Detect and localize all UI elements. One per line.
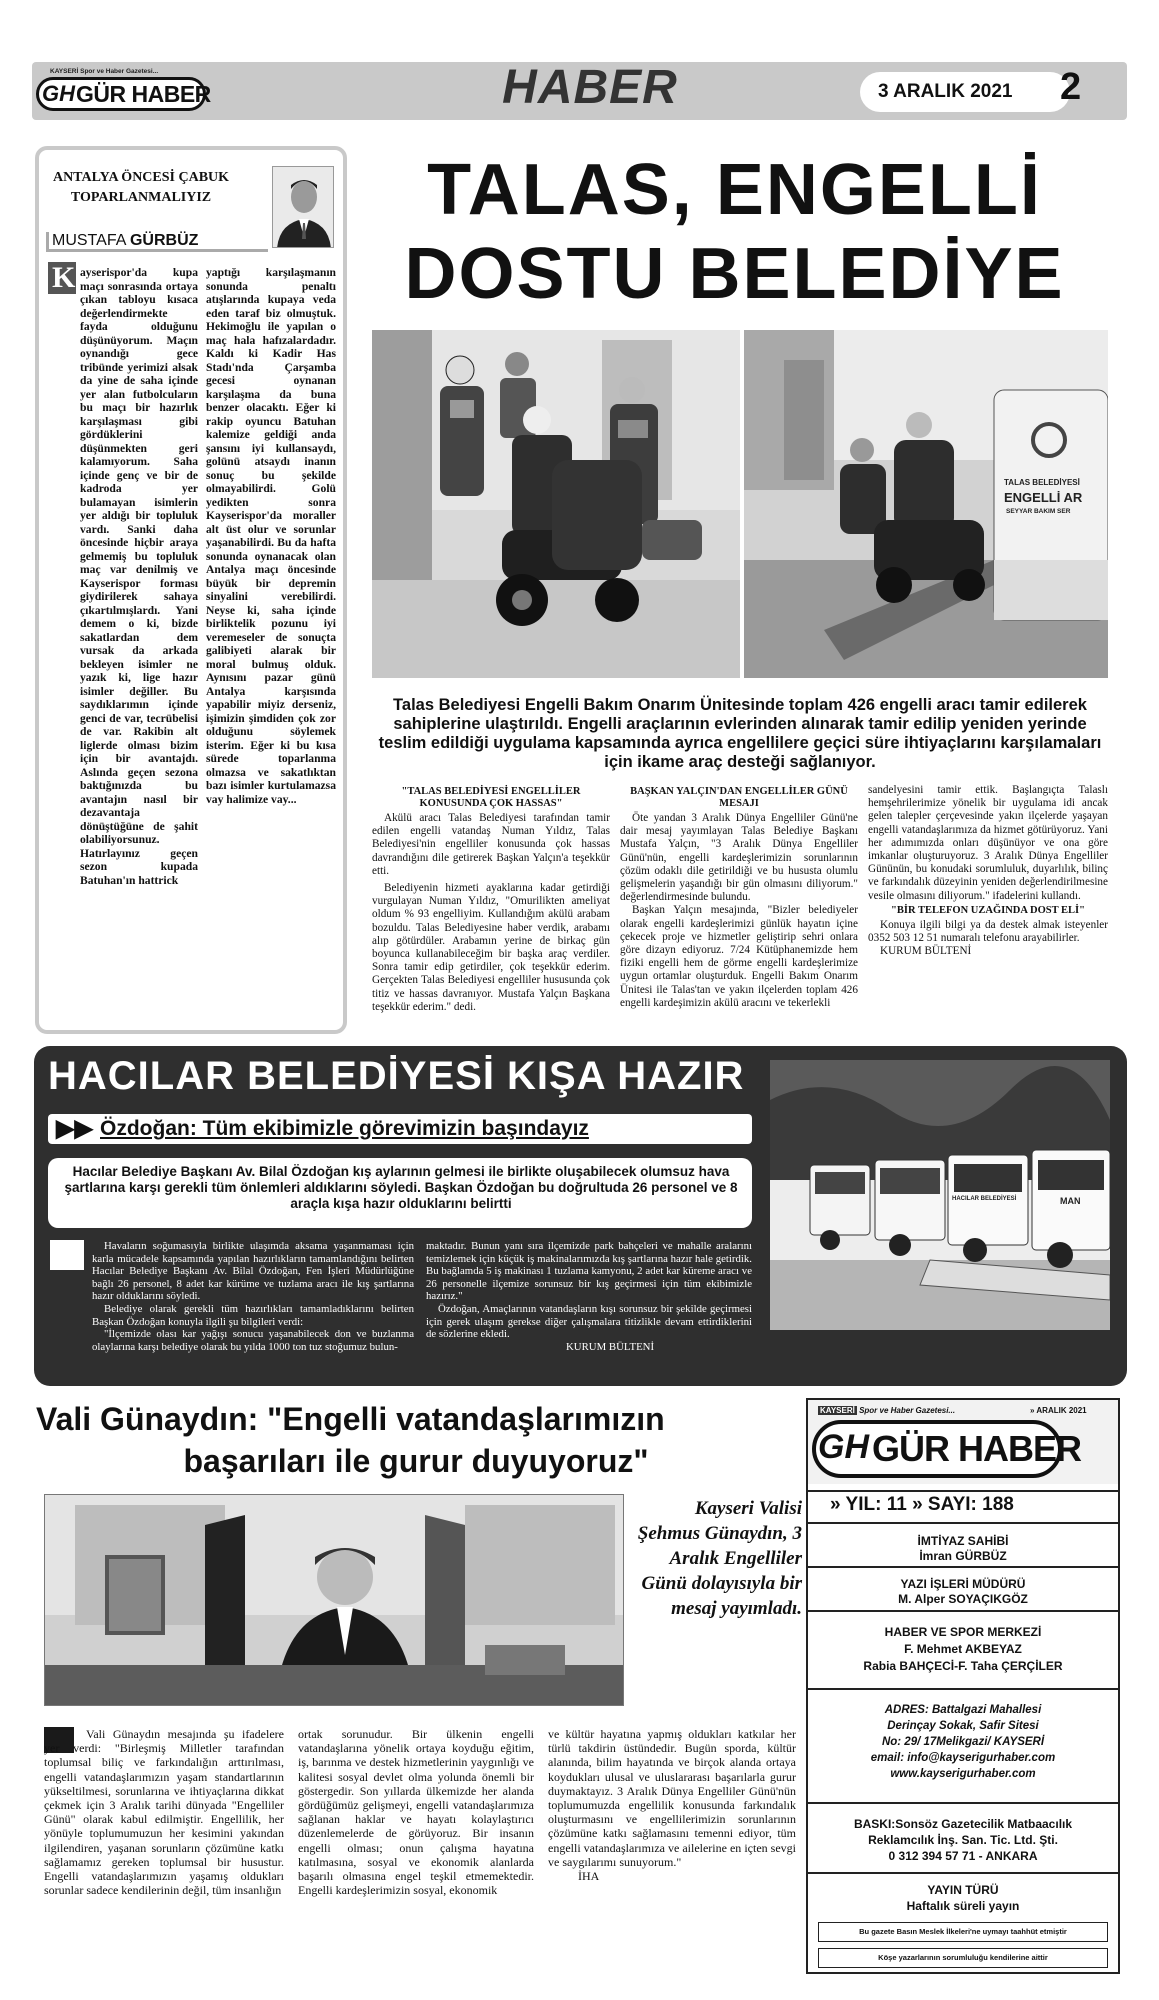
author-photo — [272, 166, 334, 248]
governor-office-photo-icon — [45, 1495, 624, 1706]
issue-date: 3 ARALIK 2021 — [878, 81, 1013, 102]
column-text-1: ayserispor'da kupa maçı sonrasında ortaya çıkan tabloyu kısaca değerlendirmekte fayda olduğunu düşünüyorum. Maçın oynandığı gece tribünde yerimizi alsak da yine de saha içinde yer alan futbolcuların bu maçı bir hazırlık karşılaşması gibi gördüklerini düşünmekten geri kalamıyorum. Saha içinde genç ve bir de kadroda yer bulamayan isimlerin yer aldığı bir topluluk vardı. Sanki daha öncesinde hiçbir araya gelmemiş bu topluluk maç var denilmiş ve Kayserispor forması giydirilerek sahaya çıkartılmışlardı. Yani demem o ki, bizde sakatlardan dem vursak da arkada bekleyen isimler ne yazık ki, lige hazır isimler değiller. Bu saydıklarımın içinde genci de var, tecrübelisi de var. Rakibin alt liglerde olması bizim için bir avantajdı. Aslında geçen sezona baktığınızda bu avantajın nasıl bir dezavantaja dönüştüğüne de şahit olabiliyorsunuz. Hatırlayınız geçen sezon kupada Batuhan'ın hattrick — [80, 266, 198, 887]
talas-lead: Talas Belediyesi Engelli Bakım Onarım Ünitesinde toplam 426 engelli aracı tamir edilerek sahiplerine ulaştırıldı. Engelli araçlarının evlerinden alınarak tamir edilip yeniden yerinde teslim edildiği uygulama kapsamında ayrıca engellilere geçici süre ihtiyaçlarını karşılamaları için ikame araç desteği sağlanıyor. — [378, 696, 1102, 771]
talas-c1-p1: Akülü aracı Talas Belediyesi tarafından tamir edilen engelli vatandaş Numan Yıldız, Talas Belediyesi'nin engelliler konusunda çok hassas davrandığını dile getirerek Başkan Yalçın'a teşekkür etti. — [372, 812, 610, 877]
vali-c3: ve kültür hayatına yapmış oldukları katkılar her türlü takdirin üstündedir. Bugün sporda, kültür alanında, bilim hayatında ve birçok alanda ortaya koydukları ulusal ve uluslararası başarılarla gurur duymaktayız. 3 Aralık Dünya Engelliler Günü'nün toplumumuzda engellilik konusunda farkındalık oluşturmasını ve engellilerimizin sorunlarının çözümüne katkı sağlamasını temenni ediyor, tüm engelli vatandaşlarımıza ve ailelerine en içten sevgi ve saygılarımı sunuyorum." — [548, 1727, 796, 1869]
talas-c3-p2: Konuya ilgili bilgi ya da destek almak isteyenler 0352 503 12 51 numaralı telefonu arayabilirler. — [868, 918, 1108, 945]
talas-col-2 — [620, 784, 858, 1010]
hacilar-c2-sig: KURUM BÜLTENİ — [566, 1340, 655, 1353]
type-value: Haftalık süreli yayın — [906, 1899, 1020, 1913]
addr-3: No: 29/ 17Melikgazi/ KAYSERİ — [881, 1736, 1045, 1748]
print-1: BASKI:Sonsöz Gazetecilik Matbaacılık — [853, 1817, 1073, 1831]
logo-tagline: KAYSERİ Spor ve Haber Gazetesi... — [50, 68, 159, 75]
drop-cap: K — [52, 261, 76, 294]
imprint-kayseri — [818, 1406, 955, 1415]
author-first: MUSTAFA — [52, 232, 126, 249]
type-title: YAYIN TÜRÜ — [927, 1883, 999, 1897]
vali-c2: ortak sorunudur. Bir ülkenin engelli vatandaşlarına yönelik ortaya koyduğu eğitim, iş, barınma ve destek hizmetlerinin yaygınlığı ve kalitesi sosyal devlet olma yolunda önemli bir göstergedir. Son yıllarda ülkemizde her alanda gördüğümüz gelişmeyi, engelli vatandaşlarımıza sağlanan haklar ve hayatı kolaylaştırıcı düzenlemelerde de görüyoruz. Bir insanın engelli olması; onun çalışma hayatına katılmasına, sosyal ve ekonomik alanlarda başarılı olmasına engel teşkil etmemektedir. Engelli kardeşlerimizin sosyal, ekonomik — [298, 1727, 534, 1898]
imprint-year-issue — [830, 1494, 1014, 1516]
print-3: 0 312 394 57 71 - ANKARA — [888, 1849, 1038, 1863]
imprint-center-block — [808, 1616, 1118, 1690]
masthead-logo — [36, 66, 211, 118]
talas-c2-p1: Öte yandan 3 Aralık Dünya Engelliler Günü'ne dair mesaj yayımlayan Talas Belediye Başkanı Mustafa Yalçın, "3 Aralık Dünya Engelliler Günü'nün, engelli kardeşlerimizin sorunlarının çözüm odaklı dile getirildiği ve bu hususta olumlu gelişmelerin yaşandığı bir gün olmasını diliyorum." değerlendirmesinde bulundu. — [620, 812, 858, 904]
talas-col-3 — [868, 784, 1108, 958]
vali-caption: Kayseri Valisi Şehmus Günaydın, 3 Aralık Engelliler Günü dolayısıyla bir mesaj yayımladı. — [637, 1498, 802, 1619]
talas-sub-3: "BİR TELEFON UZAĞINDA DOST ELİ" — [891, 904, 1085, 916]
hacilar-col-2 — [426, 1240, 752, 1353]
van-text-1: TALAS BELEDİYESİ — [1004, 478, 1080, 487]
addr-2: Derinçay Sokak, Safir Sitesi — [887, 1720, 1039, 1732]
imprint-editor-block — [808, 1572, 1118, 1612]
imprint-type-block — [808, 1878, 1118, 1918]
van-text-2: ENGELLİ AR — [1004, 490, 1083, 505]
hacilar-lead: Hacılar Belediye Başkanı Av. Bilal Özdoğan kış aylarının gelmesi ile birlikte oluşabilecek olumsuz hava şartlarına karşı gerekli tüm önlemleri aldıklarını söyledi. Başkan Özdoğan bu doğrultuda 26 personel ve 8 araçla kışa hazır olduklarını belirtti — [64, 1164, 738, 1211]
talas-headline — [362, 148, 1107, 316]
author-portrait-icon — [273, 167, 334, 248]
addr-1: ADRES: Battalgazi Mahallesi — [884, 1704, 1042, 1716]
imprint-website[interactable]: www.kayserigurhaber.com — [890, 1768, 1036, 1780]
talas-headline-line2: DOSTU BELEDİYE — [404, 234, 1065, 314]
logo-name: GÜR HABER — [76, 81, 211, 107]
imprint-note-2: Köşe yazarlarının sorumluluğu kendilerine aittir — [818, 1948, 1108, 1968]
hacilar-c1-p1: Havaların soğumasıyla birlikte ulaşımda aksama yaşanmaması için karla mücadele kapsamında yapılan hazırlıkların tamamlandığını belirten Hacılar Belediye Başkanı Av. Bilal Özdoğan, Fen İşleri Müdürlüğüne bağlı 26 personel, 8 adet kar kürüme ve tuzlama aracı ile kış şartlarına hazır olduklarını söyledi. — [92, 1240, 414, 1303]
talas-photo-left — [372, 330, 740, 678]
column-text-2: yaptığı karşılaşmanın sonunda penaltı atışlarında kupaya veda eden taraf biz olmuştuk. Hekimoğlu ile yapılan o maç hala hafızalardadır. Kaldı ki Kadir Has Stadı'nda Çarşamba gecesi oynanan karşılaşma da buna benzer olacaktı. Eğer ki rakip oyuncu Batuhan kalemize geldiği anda şansını iyi kullansaydı, golünü atsaydı inanın sonuç bu şekilde olmayabilirdi. Golü yedikten sonra Kayserispor'da moraller alt üst olur ve sorunlar yaşanabilirdi. Bu da hafta sonunda oynanacak olan Antalya maçı öncesinde büyük bir depremin sinyalini verebilirdi. Neyse ki, saha içinde birliktelik pozunu iyi veremeseler de sonuçta galibiyeti alarak bir moral bulmuş olduk. Aynısını pazar günü Antalya karşısında yapabilir miyiz derseniz, işimizin şimdiden çok zor olduğunu söylemek isterim. Eğer ki bu kısa sürede toparlanma olmazsa ve sakatlıktan bazı isimler kurtulamazsa vay halimize vay... — [206, 266, 336, 806]
imprint-print-block — [808, 1808, 1118, 1874]
owner-name: İmran GÜRBÜZ — [919, 1549, 1007, 1563]
hacilar-headline: HACILAR BELEDİYESİ KIŞA HAZIR — [48, 1054, 745, 1098]
year-value: 11 — [886, 1494, 907, 1515]
hacilar-col-1 — [92, 1240, 414, 1353]
imprint-month — [1030, 1406, 1087, 1415]
talas-headline-line1: TALAS, ENGELLİ — [427, 150, 1042, 230]
print-2: Reklamcılık İnş. San. Tic. Ltd. Şti. — [868, 1833, 1058, 1847]
year-chevron-icon: » — [830, 1494, 841, 1515]
vali-headline-line1: Vali Günaydın: "Engelli vatandaşlarımızın — [36, 1401, 665, 1437]
vali-c1: Vali Günaydın mesajında şu ifadelere yer verdi: "Birleşmiş Milletler tarafından toplumsal biliç ve farkındalığın arttırılması, engelli vatandaşlarımızın yaşam standartlarının yükseltilmesi, sorunlarına ve ihtiyaçlarına dikkat çekmek için 3 Aralık tarihi dünyada "Engelliler Günü" olarak kabul edilmiştir. Engellilik, her yönüyle toplumumuzun her kesimini yakından ilgilendiren, yaşanan sorunların çözümüne katkı sağlamamız gereken toplumsal bir husustur. Engelli vatandaşlarımızın yaşamış oldukları sorunlar sadece kendilerinin değil, tüm insanlığın — [44, 1727, 284, 1898]
imprint-logo-mark: GH — [818, 1428, 869, 1466]
issue-chevron-icon: » — [912, 1494, 923, 1515]
vali-headline-line2: başarıları ile gurur duyuyoruz" — [183, 1443, 649, 1479]
logo-mark: GH — [42, 81, 75, 106]
vali-col-3 — [548, 1727, 796, 1883]
imprint-kayseri-text: KAYSERİ — [820, 1406, 855, 1415]
vali-headline — [36, 1398, 796, 1482]
double-chevron-icon: ▶▶ — [56, 1115, 93, 1142]
page-number: 2 — [1060, 66, 1082, 108]
column-title-line1: ANTALYA ÖNCESİ ÇABUK — [52, 170, 230, 185]
issue-label: SAYI: — [927, 1494, 977, 1515]
talas-col-1 — [372, 784, 610, 1014]
imprint-owner-block — [808, 1530, 1118, 1568]
talas-photo-right — [744, 330, 1108, 678]
wheelchair-repair-photo-icon — [372, 330, 740, 678]
editor-title: YAZI İŞLERİ MÜDÜRÜ — [900, 1577, 1026, 1591]
center-title: HABER VE SPOR MERKEZİ — [884, 1625, 1042, 1639]
van-text-3: SEYYAR BAKIM SER — [1006, 508, 1071, 515]
editor-name: M. Alper SOYAÇIKGÖZ — [898, 1592, 1028, 1606]
imprint-month-text: ARALIK 2021 — [1036, 1406, 1087, 1415]
talas-c3-sig: KURUM BÜLTENİ — [880, 945, 972, 958]
talas-c2-p2: Başkan Yalçın mesajında, "Bizler belediyeler olarak engelli kardeşlerimizi günlük hayatın içine çekecek proje ve hizmetler geliştirip sehri onlara göre dizayn ediyoruz. 7/24 Kütüphanemizde hem fiziki engelli hem de görme engelli kardeşlerimize uygun ortamlar oluşturduk. Engelli Bakım Onarım Ünitesi ile Talas'tan ve yakın ilçelerden toplam 426 engelli kardeşimizin akülü aracını ve tekerlekli — [620, 904, 858, 1009]
issue-value: 188 — [982, 1494, 1014, 1515]
talas-c3-p1: sandelyesini tamir ettik. Başlangıçta Talaslı hemşehrilerimize yönelik bir uygulama idi ancak gelen talepler çerçevesinde yakın ilçelerde yaşayan engelli vatandaşlarımıza da hizmet götürüyoruz. Yani her adımımızda onları düşünüyor ve ona göre imkanlar oluşturuyoruz. 3 Aralık Dünya Engelliler Gününün, bu konudaki sorumluluk, duyarlılık, bilinç ve farkındalık düzeyinin yeniden değerlendirilmesine vesile olmasını diliyorum." ifadelerini kullandı. — [868, 784, 1108, 902]
owner-title: İMTİYAZ SAHİBİ — [917, 1534, 1009, 1548]
talas-sub-2: BAŞKAN YALÇIN'DAN ENGELLİLER GÜNÜ MESAJI — [630, 786, 848, 809]
imprint-logo-name: GÜR HABER — [872, 1428, 1082, 1469]
hacilar-c1-p3: "İlçemizde olası kar yağışı sonucu yaşanabilecek don ve buzlanma olaylarına karşı belediye olarak bu yılda 1000 ton tuz stoğumuz bulun- — [92, 1328, 414, 1353]
column-title — [46, 168, 236, 208]
imprint-tagline: Spor ve Haber Gazetesi... — [859, 1406, 956, 1415]
truck-label: HACILAR BELEDİYESİ — [952, 1196, 1017, 1202]
square-bullet-icon — [50, 1240, 84, 1270]
author-name — [52, 232, 198, 250]
truck-brand: MAN — [1060, 1196, 1081, 1206]
imprint-email[interactable]: email: info@kayserigurhaber.com — [870, 1752, 1056, 1764]
year-label: YIL: — [845, 1494, 882, 1515]
hacilar-c2-p2: Özdoğan, Amaçlarının vatandaşların kışı sorunsuz bir şekilde geçirmesi için gerek ulaşım gerekse diğer çalışmalara titizlikle devam ettirdiklerini de sözlerine ekledi. — [426, 1302, 752, 1341]
hacilar-c2-p1: maktadır. Bunun yanı sıra ilçemizde park bahçeleri ve mahalle aralarını temizlemek için küçük iş makinalarımızda kış şartlarına hazır hale getirdik. Bu bağlamda 5 iş makinası 1 tuzlama kamyonu, 2 adet kar küreme aracı ve 26 personelle ilçemize sorunsuz bir kış geçirmesi için tüm ekibimizle hazırız." — [426, 1240, 752, 1303]
imprint-chevron-icon: » — [1030, 1406, 1035, 1415]
vali-col-1 — [44, 1727, 284, 1897]
center-2: Rabia BAHÇECİ-F. Taha ÇERÇİLER — [863, 1659, 1063, 1673]
vali-col-2 — [298, 1727, 534, 1897]
imprint-note-1: Bu gazete Basın Meslek İlkeleri'ne uymayı taahhüt etmiştir — [818, 1922, 1108, 1942]
hacilar-c1-p2: Belediye olarak gerekli tüm hazırlıkları tamamladıklarını belirten Başkan Özdoğan konuyla ilgili şu bilgileri verdi: — [92, 1302, 414, 1328]
vali-sig: İHA — [578, 1869, 600, 1884]
hacilar-photo — [770, 1060, 1110, 1330]
talas-c1-p2: Belediyenin hizmeti ayaklarına kadar getirdiği vurgulayan Numan Yıldız, "Omurilikten ameliyat oldum % 93 engelliyim. Kullandığım akülü arabam bozuldu. Talas Belediyesine haber verdik, arabamı alıp götürdüler. Arabamın yerine de birkaç gün boyunca kullanabileceğim bir başka araç verdiler. Sonra tamir edip getirdiler, çok teşekkür ederim. Gerçekten Talas Belediyesi engelliler hususunda çok titiz ve hassas davranıyor. Mustafa Yalçın Başkana teşekkür ederim." dedi. — [372, 882, 610, 1013]
talas-sub-1: "TALAS BELEDİYESİ ENGELLİLER KONUSUNDA ÇOK HASSAS" — [401, 786, 581, 809]
imprint-address-block — [808, 1694, 1118, 1804]
section-title: HABER — [502, 61, 678, 114]
snow-trucks-photo-icon — [770, 1060, 1110, 1330]
hacilar-subhead: Özdoğan: Tüm ekibimizle görevimizin başındayız — [100, 1117, 589, 1140]
vali-photo — [44, 1494, 624, 1706]
column-title-line2: TOPARLANMALIYIZ — [70, 190, 212, 205]
author-last: GÜRBÜZ — [129, 232, 199, 249]
center-1: F. Mehmet AKBEYAZ — [904, 1642, 1022, 1656]
